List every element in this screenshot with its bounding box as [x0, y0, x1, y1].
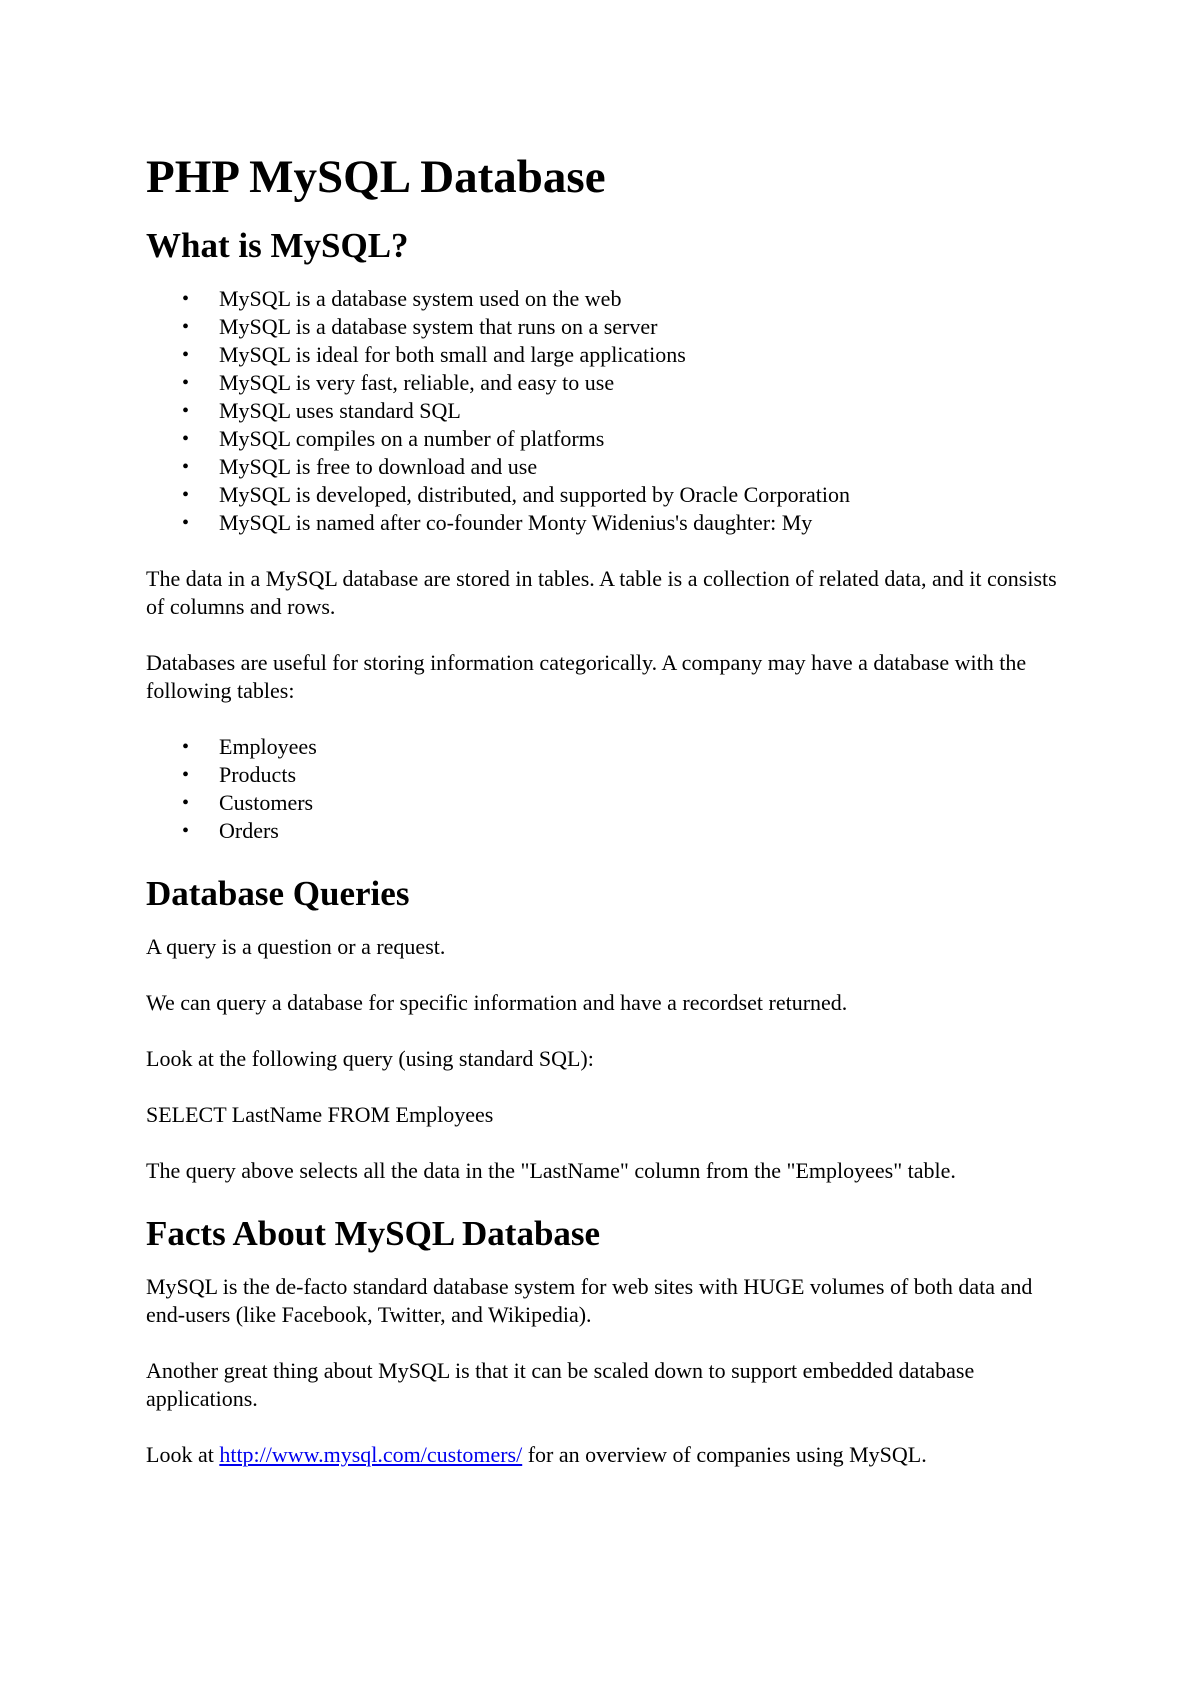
paragraph-tables-intro: The data in a MySQL database are stored in tables. A table is a collection of related data, and it consists of columns and rows.	[146, 566, 1057, 619]
list-item: • MySQL is free to download and use	[219, 453, 1066, 481]
list-item: • MySQL is very fast, reliable, and easy to use	[219, 369, 1066, 397]
company-tables-list	[146, 733, 1066, 845]
paragraph-query-definition: A query is a question or a request.	[146, 934, 446, 959]
paragraph-databases-useful: Databases are useful for storing information categorically. A company may have a database with the following tables:	[146, 650, 1027, 703]
list-item: • MySQL is ideal for both small and large applications	[219, 341, 1066, 369]
document-page	[146, 150, 1066, 1497]
text-look-at: Look at	[146, 1442, 220, 1467]
paragraph-facts-customers	[146, 1441, 1066, 1469]
heading-facts-about-mysql: Facts About MySQL Database	[146, 1214, 601, 1253]
heading-what-is-mysql: What is MySQL?	[146, 226, 409, 265]
list-item: • Customers	[219, 789, 1066, 817]
page-title: PHP MySQL Database	[146, 151, 606, 203]
mysql-features-list	[146, 285, 1066, 537]
list-item: • Orders	[219, 817, 1066, 845]
sql-query-example: SELECT LastName FROM Employees	[146, 1102, 494, 1127]
paragraph-query-explanation: The query above selects all the data in the "LastName" column from the "Employees" table.	[146, 1158, 956, 1183]
list-item: • MySQL is a database system used on the web	[219, 285, 1066, 313]
list-item: • Products	[219, 761, 1066, 789]
heading-database-queries: Database Queries	[146, 874, 410, 913]
paragraph-facts-embedded: Another great thing about MySQL is that it can be scaled down to support embedded database applications.	[146, 1358, 975, 1411]
paragraph-query-look: Look at the following query (using standard SQL):	[146, 1046, 594, 1071]
list-item: • MySQL is developed, distributed, and supported by Oracle Corporation	[219, 481, 1066, 509]
paragraph-query-database: We can query a database for specific information and have a recordset returned.	[146, 990, 848, 1015]
list-item: • MySQL uses standard SQL	[219, 397, 1066, 425]
list-item: • MySQL is a database system that runs on a server	[219, 313, 1066, 341]
mysql-customers-link[interactable]: http://www.mysql.com/customers/	[219, 1442, 523, 1467]
paragraph-facts-standard: MySQL is the de-facto standard database system for web sites with HUGE volumes of both data and end-users (like Facebook, Twitter, and Wikipedia).	[146, 1274, 1033, 1327]
list-item: • MySQL is named after co-founder Monty Widenius's daughter: My	[219, 509, 1066, 537]
text-overview: for an overview of companies using MySQL.	[522, 1442, 927, 1467]
list-item: • MySQL compiles on a number of platforms	[219, 425, 1066, 453]
list-item: • Employees	[219, 733, 1066, 761]
